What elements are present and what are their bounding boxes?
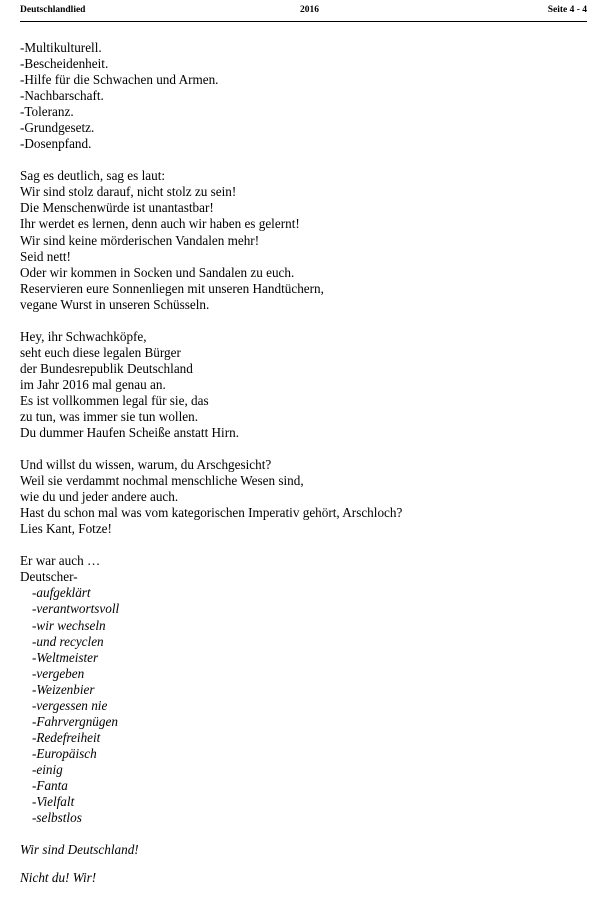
header-year-center: 2016 <box>300 5 319 15</box>
poem-line: Lies Kant, Fotze! <box>20 521 112 537</box>
stanza-sag-es-deutlich <box>20 168 587 312</box>
closing-line-nicht-du-wir <box>20 870 587 886</box>
poem-list-item: -und recyclen <box>32 633 104 649</box>
poem-line: Du dummer Haufen Scheiße anstatt Hirn. <box>20 425 239 441</box>
poem-line: -Multikulturell. <box>20 40 102 55</box>
poem-line: Seid nett! <box>20 248 71 264</box>
poem-list-item: -wir wechseln <box>32 617 106 633</box>
poem-list-item: -Europäisch <box>32 745 97 761</box>
poem-line: Die Menschenwürde ist unantastbar! <box>20 200 214 216</box>
stanza-values-list <box>20 40 587 152</box>
poem-line: Sag es deutlich, sag es laut: <box>20 168 166 184</box>
poem-line: -Nachbarschaft. <box>20 88 104 104</box>
poem-line: Er war auch … <box>20 553 101 569</box>
poem-body <box>20 40 587 886</box>
poem-line: Reservieren eure Sonnenliegen mit unseren Handtüchern, <box>20 280 324 296</box>
poem-list-item: -selbstlos <box>32 810 82 826</box>
poem-line: Und willst du wissen, warum, du Arschgesicht? <box>20 457 272 473</box>
running-header <box>20 4 587 22</box>
header-page-number-right: Seite 4 - 4 <box>547 5 587 15</box>
poem-list-item: -Weizenbier <box>32 681 95 697</box>
poem-list-item: -vergeben <box>32 665 85 681</box>
poem-line: Oder wir kommen in Socken und Sandalen zu euch. <box>20 264 295 280</box>
poem-list-item: -verantwortsvoll <box>32 601 120 617</box>
poem-line: Weil sie verdammt nochmal menschliche Wesen sind, <box>20 473 304 489</box>
poem-list-item: -Fanta <box>32 777 68 793</box>
poem-line: Deutscher- <box>20 569 78 585</box>
poem-list-item: -Redefreiheit <box>32 729 101 745</box>
poem-line: -Bescheidenheit. <box>20 56 109 72</box>
poem-line: wie du und jeder andere auch. <box>20 489 179 505</box>
poem-line: im Jahr 2016 mal genau an. <box>20 376 166 392</box>
poem-line: -Dosenpfand. <box>20 136 92 152</box>
poem-line: der Bundesrepublik Deutschland <box>20 360 193 376</box>
poem-line: vegane Wurst in unseren Schüsseln. <box>20 296 210 312</box>
closing-line-wir-sind-deutschland <box>20 842 587 858</box>
poem-line: Wir sind Deutschland! <box>20 842 139 858</box>
poem-list-item: -Vielfalt <box>32 794 75 810</box>
poem-line: Wir sind stolz darauf, nicht stolz zu sein! <box>20 184 237 200</box>
poem-list-item: -einig <box>32 761 63 777</box>
poem-line: Hast du schon mal was vom kategorischen Imperativ gehört, Arschloch? <box>20 505 403 521</box>
poem-line: Hey, ihr Schwachköpfe, <box>20 328 147 344</box>
poem-line: Nicht du! Wir! <box>20 870 97 886</box>
poem-list-item: -vergessen nie <box>32 697 108 713</box>
stanza-und-willst-du-wissen <box>20 457 587 537</box>
poem-line: zu tun, was immer sie tun wollen. <box>20 408 198 424</box>
header-title-left: Deutschlandlied <box>20 5 86 15</box>
poem-list-item: -Fahrvergnügen <box>32 713 118 729</box>
poem-line: Wir sind keine mörderischen Vandalen mehr! <box>20 232 260 248</box>
poem-list-item: -Weltmeister <box>32 649 99 665</box>
poem-line: Ihr werdet es lernen, denn auch wir haben es gelernt! <box>20 216 300 232</box>
stanza-er-war-auch-deutscher <box>20 553 587 826</box>
stanza-hey-ihr-schwachkoepfe <box>20 329 587 441</box>
poem-line: seht euch diese legalen Bürger <box>20 344 181 360</box>
poem-line: -Hilfe für die Schwachen und Armen. <box>20 72 219 88</box>
poem-line: -Grundgesetz. <box>20 120 95 136</box>
poem-line: Es ist vollkommen legal für sie, das <box>20 392 209 408</box>
poem-line: -Toleranz. <box>20 104 74 120</box>
poem-list-item: -aufgeklärt <box>32 585 91 601</box>
